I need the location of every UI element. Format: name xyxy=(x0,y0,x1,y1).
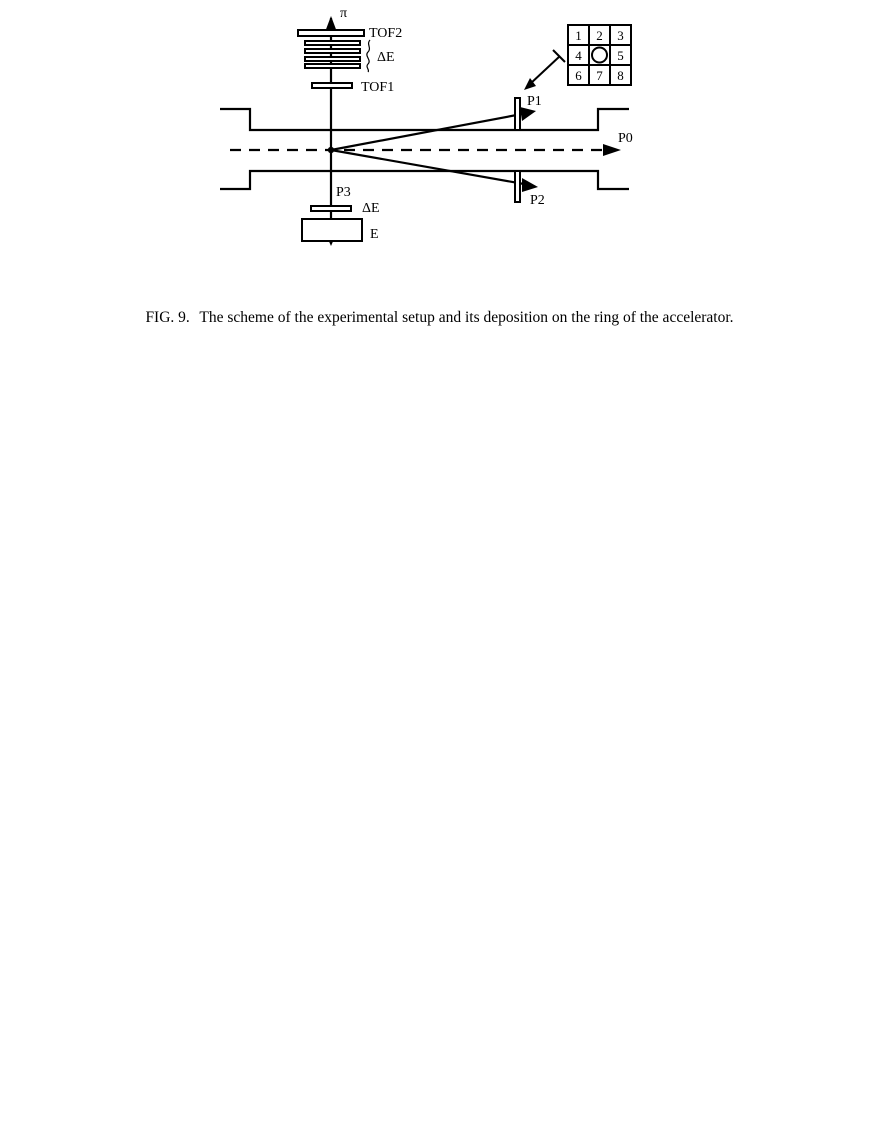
pi-label: π xyxy=(340,6,348,21)
tof2-label: TOF2 xyxy=(369,26,403,41)
hodoscope-cell-3: 3 xyxy=(617,28,624,43)
hodoscope-cell-7: 7 xyxy=(596,68,603,83)
hodoscope-cell-5: 5 xyxy=(617,48,624,63)
e-label: E xyxy=(370,227,379,242)
delta-e-stack-layer xyxy=(305,49,360,53)
hodoscope-cell-8: 8 xyxy=(617,68,624,83)
delta-e-bottom-label: ΔE xyxy=(362,201,380,216)
delta-e-top-label: ΔE xyxy=(377,50,395,65)
bottom-delta-e-counter xyxy=(311,206,351,211)
hodoscope-pointer-line xyxy=(530,56,560,84)
experimental-setup-diagram xyxy=(0,0,879,280)
figure-caption-label: FIG. 9. xyxy=(145,309,190,326)
delta-e-stack-layer xyxy=(305,64,360,68)
e-calorimeter xyxy=(302,219,362,241)
beam-pipe-lower-wall xyxy=(220,171,629,189)
hodoscope-cell-2: 2 xyxy=(596,28,603,43)
figure-caption-text: The scheme of the experimental setup and its deposition on the ring of the accelerator. xyxy=(199,309,734,326)
hodoscope-cell-4: 4 xyxy=(575,48,582,63)
proton-track-p1 xyxy=(331,114,522,150)
p2-label: P2 xyxy=(530,193,545,208)
hodoscope-beam-hole xyxy=(592,48,607,63)
figure-caption xyxy=(0,309,879,327)
tof2-counter xyxy=(298,30,364,36)
proton-p2-arrowhead xyxy=(522,178,538,192)
beam-pipe-upper-wall xyxy=(220,109,629,130)
hodoscope-cell-6: 6 xyxy=(575,68,582,83)
proton-p1-arrowhead xyxy=(520,107,536,121)
p1-label: P1 xyxy=(527,94,542,109)
hodoscope-cell-1: 1 xyxy=(575,28,582,43)
p0-label: P0 xyxy=(618,131,633,146)
tof1-counter xyxy=(312,83,352,88)
p2-scintillator-plate xyxy=(515,171,520,202)
p1-scintillator-plate xyxy=(515,98,520,130)
delta-e-stack-brace xyxy=(367,40,370,72)
proton-track-p2 xyxy=(331,150,524,184)
tof1-label: TOF1 xyxy=(361,80,395,95)
delta-e-stack-layer xyxy=(305,41,360,45)
delta-e-stack-layer xyxy=(305,57,360,61)
hodoscope-grid xyxy=(568,25,631,85)
p3-label: P3 xyxy=(336,185,351,200)
